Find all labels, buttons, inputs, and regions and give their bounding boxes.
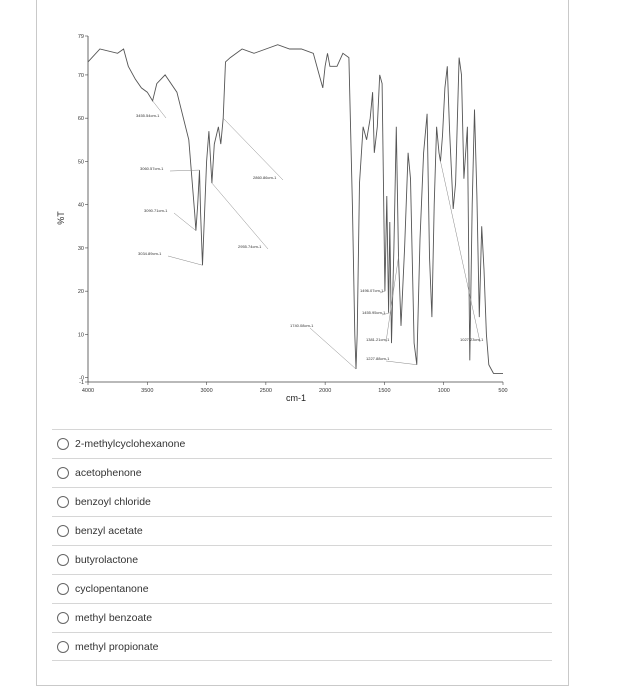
peak-leader-line — [212, 183, 268, 249]
x-axis-label: cm-1 — [286, 393, 306, 403]
y-tick-label: -0 — [79, 375, 84, 382]
option-label: butyrolactone — [75, 554, 139, 566]
option-methyl-benzoate[interactable] — [52, 603, 552, 632]
option-acetophenone[interactable] — [52, 458, 552, 487]
peak-leader-line — [441, 161, 480, 342]
peak-leader-line — [168, 256, 203, 265]
peak-leader-line — [170, 170, 199, 171]
y-tick-label: 70 — [77, 72, 84, 79]
answer-options — [52, 429, 552, 661]
x-tick-label: 3000 — [200, 388, 213, 394]
x-tick-label: 4000 — [81, 388, 95, 394]
option-cyclopentanone[interactable] — [52, 574, 552, 603]
x-tick-label: 2000 — [319, 388, 332, 394]
peak-label: 1027.23cm-1 — [460, 337, 484, 342]
option-label: cyclopentanone — [75, 583, 149, 595]
peak-label: 2860.86cm-1 — [253, 175, 277, 180]
radio-button[interactable] — [57, 612, 69, 624]
peak-leader-line — [310, 328, 356, 369]
x-tick-label: 2500 — [259, 388, 272, 394]
option-label: benzoyl chloride — [75, 496, 151, 508]
radio-button[interactable] — [57, 583, 69, 595]
x-tick-label: 500 — [498, 388, 508, 394]
option-label: methyl benzoate — [75, 612, 153, 624]
option-label: 2-methylcyclohexanone — [75, 438, 186, 450]
x-tick-label: 1000 — [437, 388, 450, 394]
x-tick-label: 3500 — [141, 388, 154, 394]
y-tick-label: 10 — [77, 332, 84, 339]
y-tick-labels — [78, 34, 88, 386]
radio-button[interactable] — [57, 641, 69, 653]
radio-button[interactable] — [57, 438, 69, 450]
peak-label: 1740.08cm-1 — [290, 323, 314, 328]
peak-label: 1496.07cm-1 — [360, 288, 384, 293]
peak-label: 1227.88cm-1 — [366, 356, 390, 361]
peak-label: 3034.89cm-1 — [138, 251, 162, 256]
option-methyl-propionate[interactable] — [52, 632, 552, 661]
option-label: methyl propionate — [75, 640, 159, 653]
y-tick-label: 79 — [77, 34, 84, 40]
radio-button[interactable] — [57, 525, 69, 537]
radio-button[interactable] — [57, 496, 69, 508]
y-tick-label: 50 — [77, 159, 84, 166]
radio-button[interactable] — [57, 467, 69, 479]
option-butyrolactone[interactable] — [52, 545, 552, 574]
peak-leader-line — [386, 361, 417, 365]
peak-label: 3060.57cm-1 — [140, 166, 164, 171]
y-axis-label: %T — [56, 211, 66, 225]
option-label: acetophenone — [75, 467, 142, 479]
y-tick-label: 30 — [77, 245, 84, 252]
peak-label: 3455.54cm-1 — [136, 113, 160, 118]
option-label: benzyl acetate — [75, 525, 143, 537]
option-2-methylcyclohexanone[interactable] — [52, 429, 552, 458]
peak-label: 1381.21cm-1 — [366, 337, 390, 342]
peak-leader-line — [174, 213, 196, 231]
y-tick-label: 40 — [77, 202, 84, 209]
radio-button[interactable] — [57, 554, 69, 566]
peak-callouts — [136, 101, 484, 369]
peak-leader-line — [223, 118, 283, 180]
option-benzoyl-chloride[interactable] — [52, 487, 552, 516]
y-tick-label: 20 — [77, 289, 84, 296]
option-benzyl-acetate[interactable] — [52, 516, 552, 545]
peak-label: 3090.71cm-1 — [144, 208, 168, 213]
ir-spectrum-chart — [40, 22, 570, 422]
peak-label: 1455.95cm-1 — [362, 310, 386, 315]
x-tick-label: 1500 — [378, 388, 391, 394]
peak-label: 2955.74cm-1 — [238, 244, 262, 249]
y-tick-label: 60 — [77, 116, 84, 123]
y-tick-label: -1 — [79, 380, 84, 386]
